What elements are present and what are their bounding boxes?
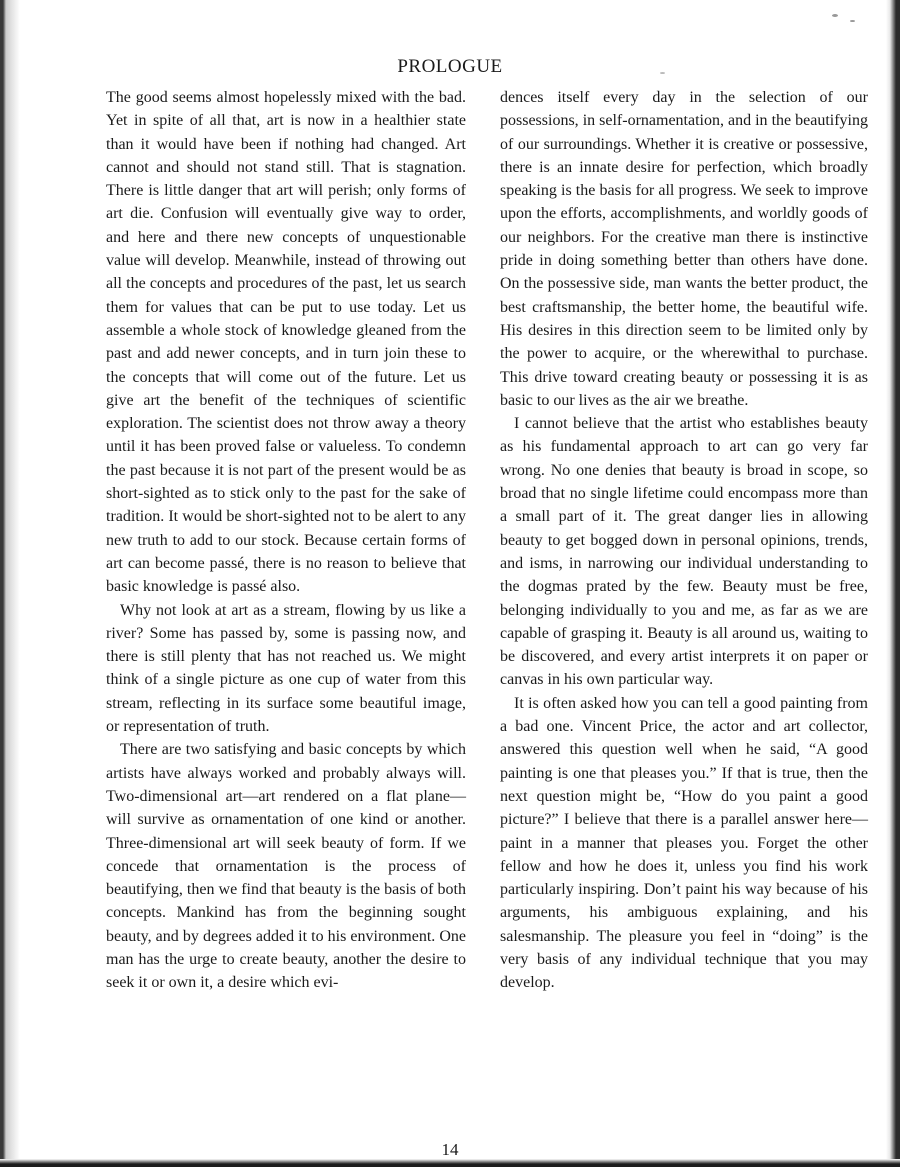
paragraph: There are two satisfying and basic concepts by which artists have always worked and probably always will. Two-dimensional art—art rendered on a flat plane—will survive as ornamentation of one kind or another. Three-dimensional art will seek beauty of form. If we concede that ornamentation is the process of beautifying, then we find that beauty is the basis of both concepts. Mankind has from the beginning sought beauty, and by degrees added it to his environment. One man has the urge to create beauty, another the desire to seek it or own it, a desire which evi- (106, 741, 466, 992)
right-text-column (500, 86, 868, 995)
paragraph: Why not look at art as a stream, flowing by us like a river? Some has passed by, some is passing now, and there is still plenty that has not reached us. We might think of a single picture as one cup of water from this stream, reflecting in its surface some beautiful image, or representation of truth. (106, 601, 466, 736)
paragraph: The good seems almost hopelessly mixed with the bad. Yet in spite of all that, art is now in a healthier state than it would have been if nothing had changed. Art cannot and should not stand still. That is stagnation. There is little danger that art will perish; only forms of art die. Confusion will eventually give way to order, and here and there new concepts of unquestionable value will develop. Meanwhile, instead of throwing out all the concepts and procedures of the past, let us search them for values that can be put to use today. Let us assemble a whole stock of knowledge gleaned from the past and add newer concepts, and in turn join these to the concepts that will come out of the future. Let us give art the benefit of the techniques of scientific exploration. The scientist does not throw away a theory until it has been proved false or valueless. To condemn the past because it is not part of the present would be as short-sighted as to stick only to the past for the sake of tradition. It would be short-sighted not to be alert to any new truth to add to our stock. Because certain forms of art can become passé, there is no reason to believe that basic knowledge is passé also. (106, 89, 466, 596)
scan-speck (832, 14, 838, 17)
paragraph: dences itself every day in the selection of our possessions, in self-ornamentation, and in the beautifying of our surroundings. Whether it is creative or possessive, there is an innate desire for perfection, which broadly speaking is the basis for all progress. We seek to improve upon the efforts, accomplishments, and worldly goods of our neighbors. For the creative man there is instinctive pride in doing something better than others have done. On the possessive side, man wants the better product, the best craftsmanship, the better home, the beautiful wife. His desires in this direction seem to be limited only by the power to acquire, or the wherewithal to purchase. This drive toward creating beauty or possessing it is as basic to our lives as the air we breathe. (500, 89, 868, 409)
scan-right-edge-shadow (886, 0, 900, 1167)
scan-bottom-edge-shadow (0, 1159, 900, 1167)
paragraph: I cannot believe that the artist who establishes beauty as his fundamental approach to art can go very far wrong. No one denies that beauty is broad in scope, so broad that no single lifetime could encompass more than a small part of it. The great danger lies in allowing beauty to get bogged down in personal opinions, trends, and isms, in narrowing our individual understanding to the dogmas prated by the few. Beauty must be free, belonging individually to you and me, as far as we are capable of grasping it. Beauty is all around us, waiting to be discovered, and every artist interprets it on paper or canvas in his own particular way. (500, 415, 868, 689)
page-number: 14 (441, 1140, 459, 1159)
scan-left-edge-shadow (0, 0, 22, 1167)
scan-speck (850, 20, 855, 22)
left-text-column (106, 86, 466, 995)
paragraph: It is often asked how you can tell a good painting from a bad one. Vincent Price, the actor and art collector, answered this question well when he said, “A good painting is one that pleases you.” If that is true, then the next question might be, “How do you paint a good picture?” I believe that there is a parallel answer here—paint in a manner that pleases you. Forget the other fellow and how he does it, unless you find his work particularly inspiring. Don’t paint his way because of his arguments, his ambiguous explaining, and his salesmanship. The pleasure you feel in “doing” is the very basis of any individual technique that you may develop. (500, 694, 868, 992)
page-title: PROLOGUE (397, 56, 503, 77)
